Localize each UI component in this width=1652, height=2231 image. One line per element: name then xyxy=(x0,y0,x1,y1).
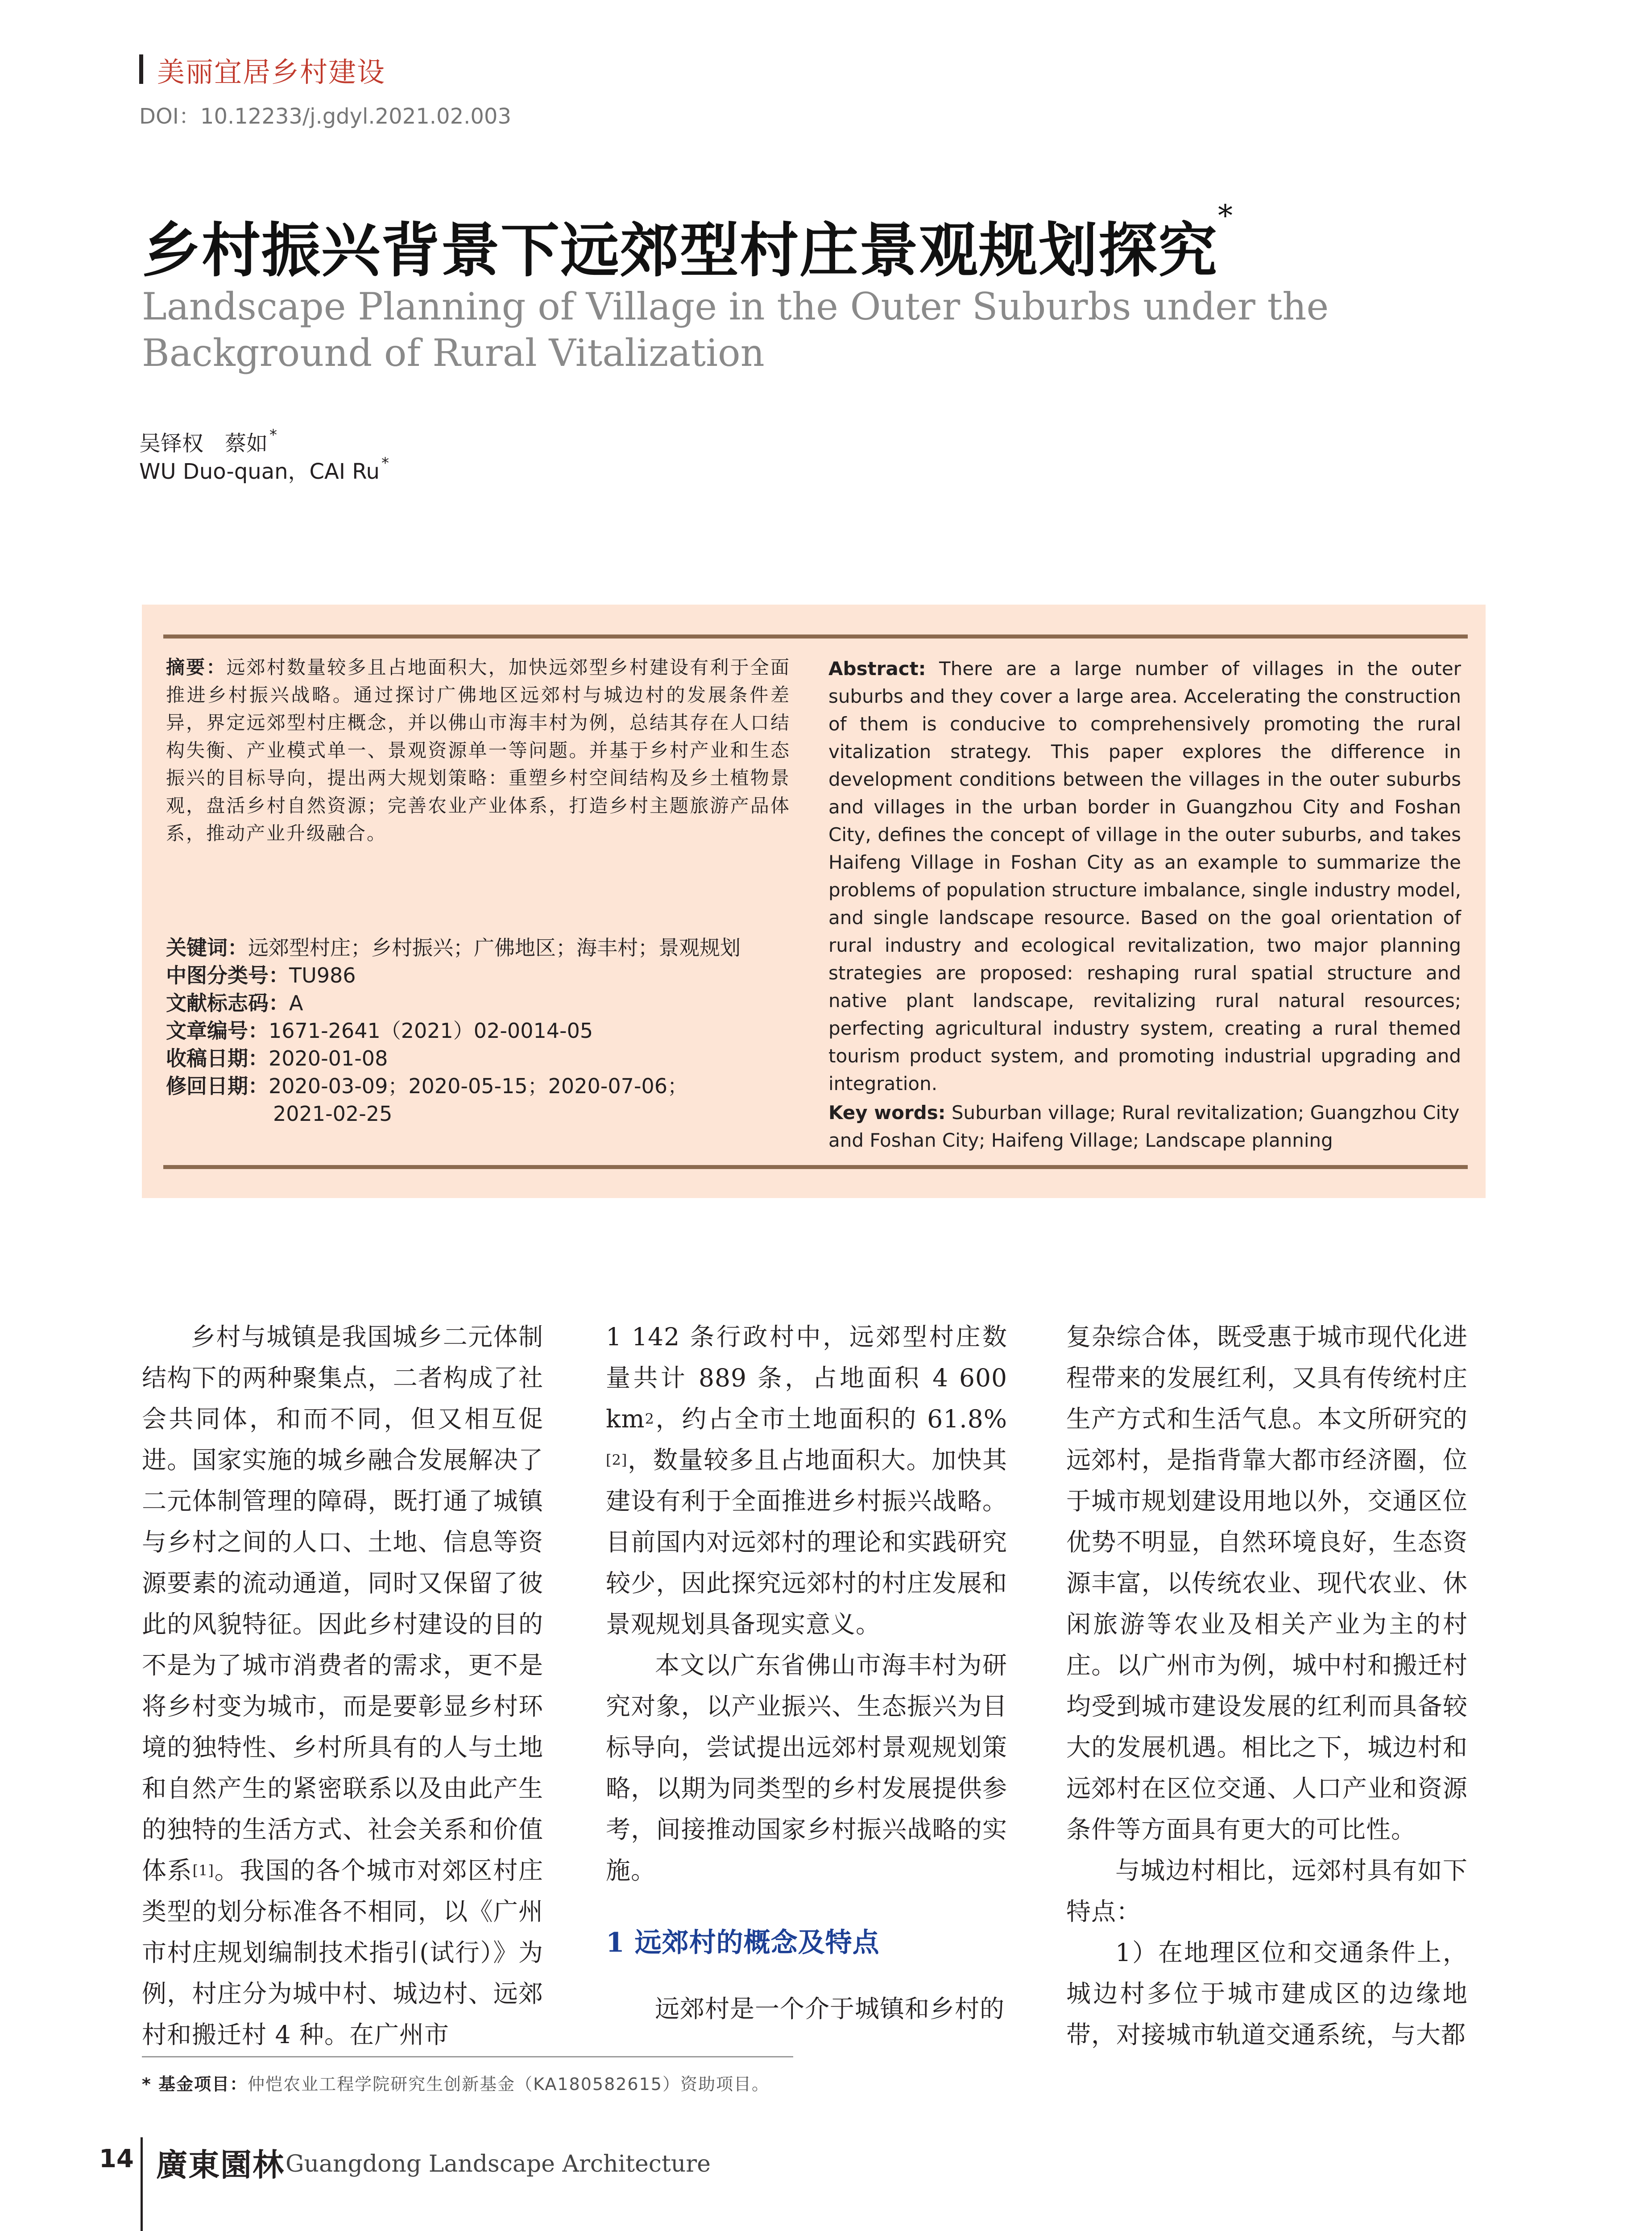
title-cn xyxy=(142,199,1234,288)
document-code: 文献标志码：A xyxy=(166,991,303,1015)
abstract-en-text: There are a large number of villages in the outer suburbs and they cover a large area. Accelerating the construction of them is conducive to comprehensively promoting the rural vitalization strategy. This paper explores the difference in development conditions between the villages in the outer suburbs and villages in the urban border in Guangzhou City and Foshan City, defines the concept of village in the outer suburbs, and takes Haifeng Village in Foshan City as an example to summarize the problems of population structure imbalance, single industry model, and single landscape resource. Based on the goal orientation of rural industry and ecological revitalization, two major planning strategies are proposed: reshaping rural spatial structure and native plant landscape, revitalizing rural natural resources; perfecting agricultural industry system, creating a rural themed tourism product system, and promoting industrial upgrading and integration. xyxy=(828,658,1461,1095)
body-column-1 xyxy=(142,1316,543,2055)
clc-number: 中图分类号：TU986 xyxy=(166,963,356,987)
paragraph: 与城边村相比，远郊村具有如下特点： xyxy=(1066,1856,1468,1926)
superscript: 2 xyxy=(645,1410,654,1427)
authors-cn-text: 吴铎权 蔡如 xyxy=(139,431,268,456)
footnote-rule xyxy=(142,2056,793,2057)
article-number: 文章编号：1671-2641（2021）02-0014-05 xyxy=(166,1019,593,1043)
footnote-label: * 基金项目： xyxy=(142,2074,248,2094)
title-en: Landscape Planning of Village in the Outer Suburbs under the Background of Rural Vitalization xyxy=(142,285,1329,375)
abstract-en xyxy=(828,655,1461,1098)
keywords-en xyxy=(828,1099,1461,1154)
abstract-en-label: Abstract: xyxy=(828,658,926,680)
keywords-en-label: Key words: xyxy=(828,1102,946,1124)
revised-date-cont: 2021-02-25 xyxy=(273,1102,393,1126)
body-column-3 xyxy=(1066,1316,1468,2055)
paragraph: 1 142 条行政村中，远郊型村庄数量共计 889 条，占地面积 4 600 km$^2$，约占全市土地面积的 61.8%[2]，数量较多且占地面积大。加快其建设有利于全面推进乡村振兴战略。目前国内对远郊村的理论和实践研究较少，因此探究远郊村的村庄发展和景观规划具备现实意义。 xyxy=(606,1323,1007,1638)
journal-logo: 廣東園林 xyxy=(156,2146,285,2183)
title-cn-text: 乡村振兴背景下远郊型村庄景观规划探究 xyxy=(142,216,1218,285)
footnote xyxy=(142,2070,770,2095)
title-footnote-mark: * xyxy=(1218,199,1234,233)
author-mark-en: * xyxy=(381,454,389,472)
doi: DOI：10.12233/j.gdyl.2021.02.003 xyxy=(139,104,512,129)
body-column-2 xyxy=(606,1316,1007,2029)
authors-cn xyxy=(139,426,277,457)
keywords-en-text: Suburban village; Rural revitalization; Guangzhou City and Foshan City; Haifeng Village; Landscape planning xyxy=(828,1102,1460,1151)
paragraph: 1）在地理区位和交通条件上，城边村多位于城市建成区的边缘地带，对接城市轨道交通系统，与大都 xyxy=(1066,1938,1468,2049)
abstract-rule-bottom xyxy=(163,1165,1468,1169)
paragraph: 远郊村是一个介于城镇和乡村的 xyxy=(655,1995,1005,2023)
authors-en xyxy=(139,454,389,485)
paragraph: 本文以广东省佛山市海丰村为研究对象，以产业振兴、生态振兴为目标导向，尝试提出远郊村景观规划策略，以期为同类型的乡村发展提供参考，间接推动国家乡村振兴战略的实施。 xyxy=(606,1651,1007,1885)
footnote-text: 仲恺农业工程学院研究生创新基金（KA180582615）资助项目。 xyxy=(248,2074,770,2094)
footer-divider xyxy=(141,2137,143,2231)
paragraph: 复杂综合体，既受惠于城市现代化进程带来的发展红利，又具有传统村庄生产方式和生活气息。本文所研究的远郊村，是指背靠大都市经济圈，位于城市规划建设用地以外，交通区位优势不明显，自然环境良好，生态资源丰富，以传统农业、现代农业、休闲旅游等农业及相关产业为主的村庄。以广州市为例，城中村和搬迁村均受到城市建设发展的红利而具备较大的发展机遇。相比之下，城边村和远郊村在区位交通、人口产业和资源条件等方面具有更大的可比性。 xyxy=(1066,1323,1468,1844)
citation: [2] xyxy=(606,1451,628,1468)
section-marker-bar xyxy=(139,54,143,84)
abstract-cn-label: 摘要： xyxy=(166,656,227,678)
page-number: 14 xyxy=(99,2144,134,2173)
author-mark: * xyxy=(269,426,277,444)
abstract-cn xyxy=(166,654,791,847)
abstract-cn-text: 远郊村数量较多且占地面积大，加快远郊型乡村建设有利于全面推进乡村振兴战略。通过探讨广佛地区远郊村与城边村的发展条件差异，界定远郊型村庄概念，并以佛山市海丰村为例，总结其存在人口结构失衡、产业模式单一、景观资源单一等问题。并基于乡村产业和生态振兴的目标导向，提出两大规划策略：重塑乡村空间结构及乡土植物景观，盘活乡村自然资源；完善农业产业体系，打造乡村主题旅游产品体系，推动产业升级融合。 xyxy=(166,656,791,844)
abstract-rule-top xyxy=(163,634,1468,639)
authors-en-text: WU Duo-quan，CAI Ru xyxy=(139,459,380,484)
journal-name-en: Guangdong Landscape Architecture xyxy=(286,2151,711,2177)
paragraph: 乡村与城镇是我国城乡二元体制结构下的两种聚集点，二者构成了社会共同体，和而不同，但又相互促进。国家实施的城乡融合发展解决了二元体制管理的障碍，既打通了城镇与乡村之间的人口、土地、信息等资源要素的流动通道，同时又保留了彼此的风貌特征。因此乡村建设的目的不是为了城市消费者的需求，更不是将乡村变为城市，而是要彰显乡村环境的独特性、乡村所具有的人与土地和自然产生的紧密联系以及由此产生的独特的生活方式、社会关系和价值体系[1]。我国的各个城市对郊区村庄类型的划分标准各不相同，以《广州市村庄规划编制技术指引(试行）》为例，村庄分为城中村、城边村、远郊村和搬迁村 4 种。在广州市 xyxy=(142,1323,543,2049)
received-date: 收稿日期：2020-01-08 xyxy=(166,1046,388,1070)
citation: [1] xyxy=(192,1862,214,1879)
section-name: 美丽宜居乡村建设 xyxy=(157,56,386,88)
revised-date: 修回日期：2020-03-09；2020-05-15；2020-07-06； xyxy=(166,1074,688,1098)
section-heading-1: 1 远郊村的概念及特点 xyxy=(606,1927,880,1958)
keywords-cn: 关键词：远郊型村庄；乡村振兴；广佛地区；海丰村；景观规划 xyxy=(166,936,741,960)
